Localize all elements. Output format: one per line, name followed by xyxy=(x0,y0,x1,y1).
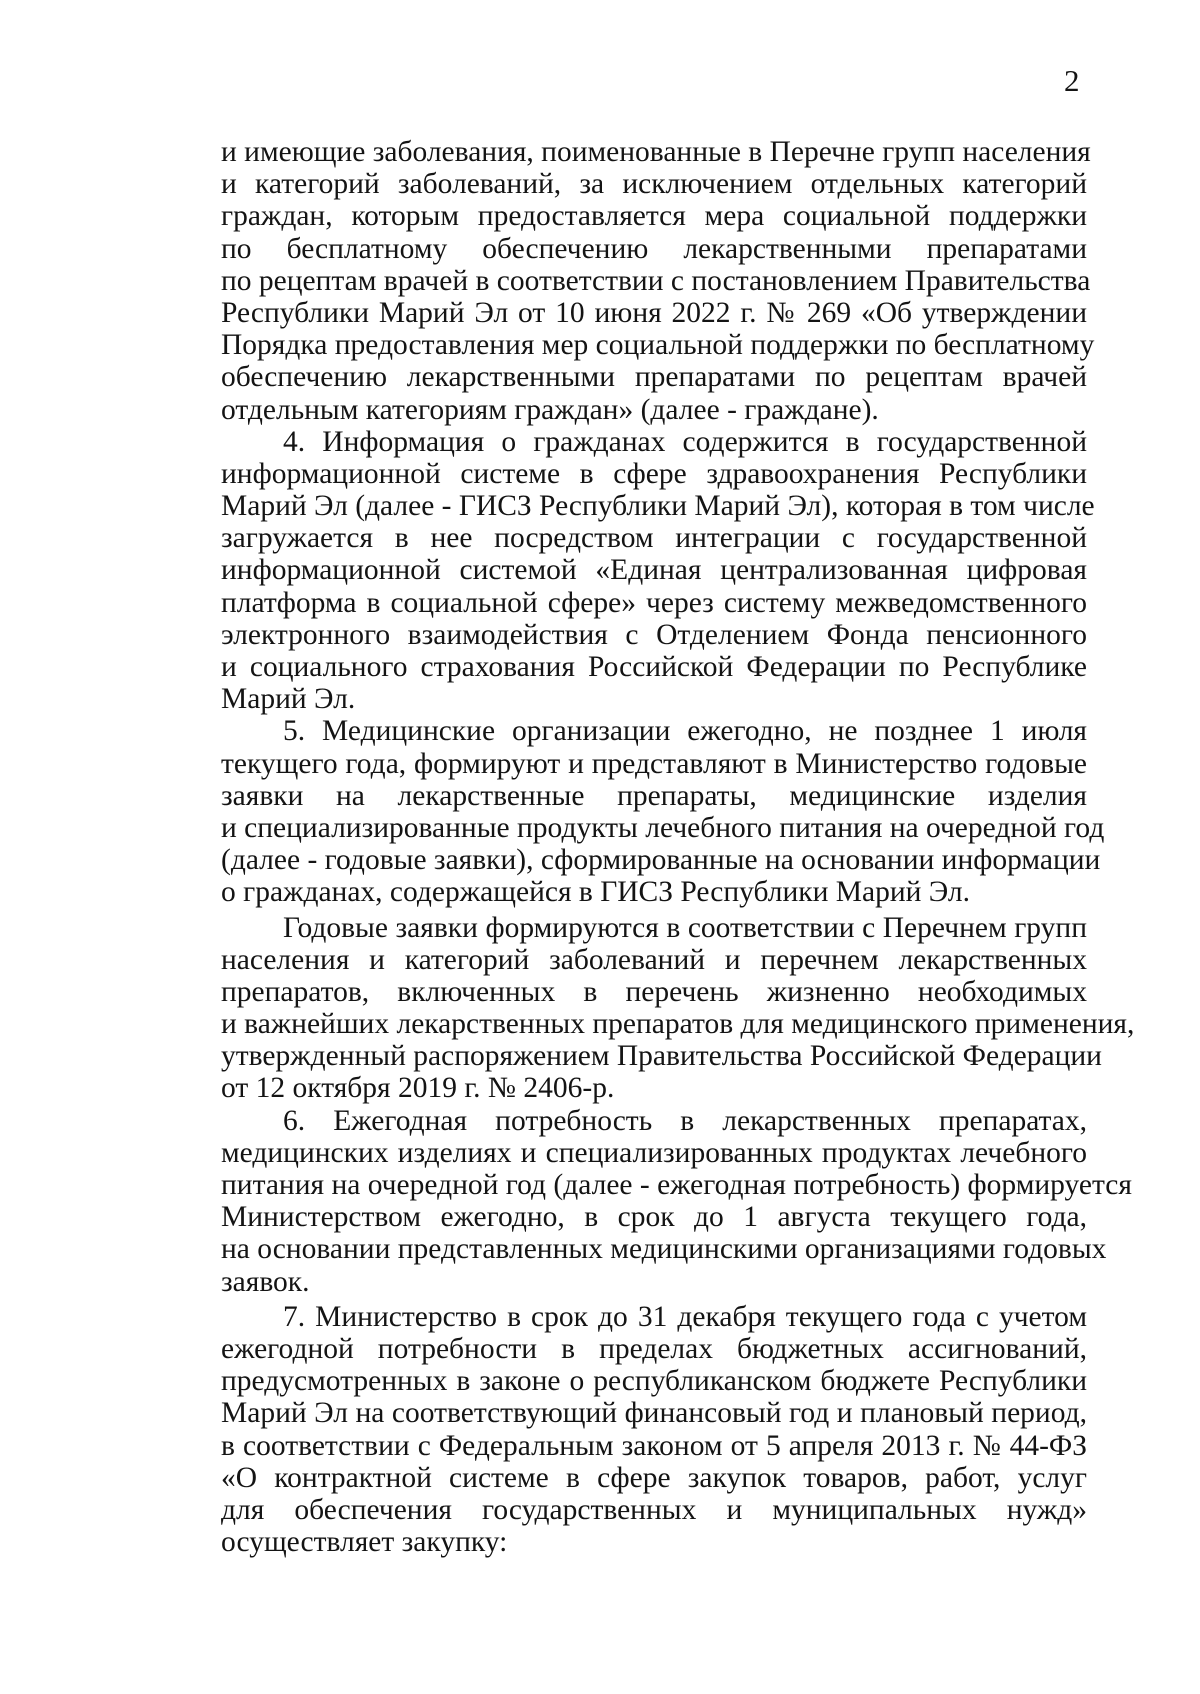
text-line: информационной системе в сфере здравоохранения Республики xyxy=(221,457,1087,490)
text-line: Марий Эл на соответствующий финансовый год и плановый период, xyxy=(221,1397,1087,1430)
text-line: населения и категорий заболеваний и перечнем лекарственных xyxy=(221,943,1087,976)
text-line: медицинских изделиях и специализированных продуктах лечебного xyxy=(221,1136,1087,1169)
text-line: для обеспечения государственных и муниципальных нужд» xyxy=(221,1493,1087,1526)
text-line: электронного взаимодействия с Отделением Фонда пенсионного xyxy=(221,618,1087,651)
text-line: и имеющие заболевания, поименованные в Перечне групп населения xyxy=(221,136,1091,168)
text-line: 7. Министерство в срок до 31 декабря текущего года с учетом xyxy=(283,1300,1087,1333)
text-line: и социального страхования Российской Федерации по Республике xyxy=(221,651,1087,683)
text-line: «О контрактной системе в сфере закупок товаров, работ, услуг xyxy=(221,1461,1087,1494)
text-line: и категорий заболеваний, за исключением отдельных категорий xyxy=(221,168,1087,201)
text-line: (далее - годовые заявки), сформированные на основании информации xyxy=(221,844,1101,877)
text-line: от 12 октября 2019 г. № 2406-р. xyxy=(221,1072,615,1105)
paragraph-annual-applications xyxy=(221,911,1135,1105)
paragraph-item-7 xyxy=(221,1301,1087,1559)
text-line: загружается в нее посредством интеграции с государственной xyxy=(221,522,1087,555)
text-line: платформа в социальной сфере» через систему межведомственного xyxy=(221,586,1087,619)
text-line: текущего года, формируют и представляют в Министерство годовые xyxy=(221,747,1087,780)
text-line: на основании представленных медицинскими организациями годовых xyxy=(221,1233,1107,1266)
paragraph-item-4 xyxy=(221,425,1095,716)
text-line: 5. Медицинские организации ежегодно, не позднее 1 июля xyxy=(283,715,1087,748)
text-line: в соответствии с Федеральным законом от 5 апреля 2013 г. № 44-ФЗ xyxy=(221,1429,1087,1462)
text-line: о гражданах, содержащейся в ГИСЗ Республики Марий Эл. xyxy=(221,876,970,909)
text-line: граждан, которым предоставляется мера социальной поддержки xyxy=(221,200,1087,233)
text-line: заявок. xyxy=(221,1265,310,1298)
paragraph-item-5 xyxy=(221,715,1105,909)
text-line: Марий Эл. xyxy=(221,683,356,716)
text-line: Марий Эл (далее - ГИСЗ Республики Марий Эл), которая в том числе xyxy=(221,490,1095,523)
text-line: утвержденный распоряжением Правительства Российской Федерации xyxy=(221,1040,1102,1073)
text-line: заявки на лекарственные препараты, медицинские изделия xyxy=(221,779,1087,812)
text-line: Министерством ежегодно, в срок до 1 августа текущего года, xyxy=(221,1201,1087,1234)
text-line: 6. Ежегодная потребность в лекарственных препаратах, xyxy=(283,1104,1087,1137)
page-number: 2 xyxy=(1064,63,1080,98)
document-body xyxy=(221,136,1135,1559)
text-line: препаратов, включенных в перечень жизненно необходимых xyxy=(221,975,1087,1008)
text-line: информационной системой «Единая централизованная цифровая xyxy=(221,554,1087,587)
text-line: предусмотренных в законе о республиканском бюджете Республики xyxy=(221,1365,1087,1398)
text-line: Республики Марий Эл от 10 июня 2022 г. № 269 «Об утверждении xyxy=(221,296,1087,329)
text-line: 4. Информация о гражданах содержится в государственной xyxy=(283,425,1087,458)
text-line: осуществляет закупку: xyxy=(221,1526,508,1559)
text-line: Порядка предоставления мер социальной поддержки по бесплатному xyxy=(221,329,1095,362)
text-line: и специализированные продукты лечебного питания на очередной год xyxy=(221,811,1105,844)
text-line: ежегодной потребности в пределах бюджетных ассигнований, xyxy=(221,1332,1087,1365)
text-line: питания на очередной год (далее - ежегодная потребность) формируется xyxy=(221,1169,1132,1201)
paragraph-item-6 xyxy=(221,1104,1132,1298)
text-line: и важнейших лекарственных препаратов для медицинского применения, xyxy=(221,1008,1135,1041)
text-line: Годовые заявки формируются в соответствии с Перечнем групп xyxy=(283,911,1087,944)
paragraph-continuation xyxy=(221,136,1095,426)
text-line: по рецептам врачей в соответствии с постановлением Правительства xyxy=(221,264,1091,297)
text-line: отдельным категориям граждан» (далее - граждане). xyxy=(221,393,879,426)
text-line: по бесплатному обеспечению лекарственными препаратами xyxy=(221,232,1087,265)
text-line: обеспечению лекарственными препаратами по рецептам врачей xyxy=(221,361,1087,394)
